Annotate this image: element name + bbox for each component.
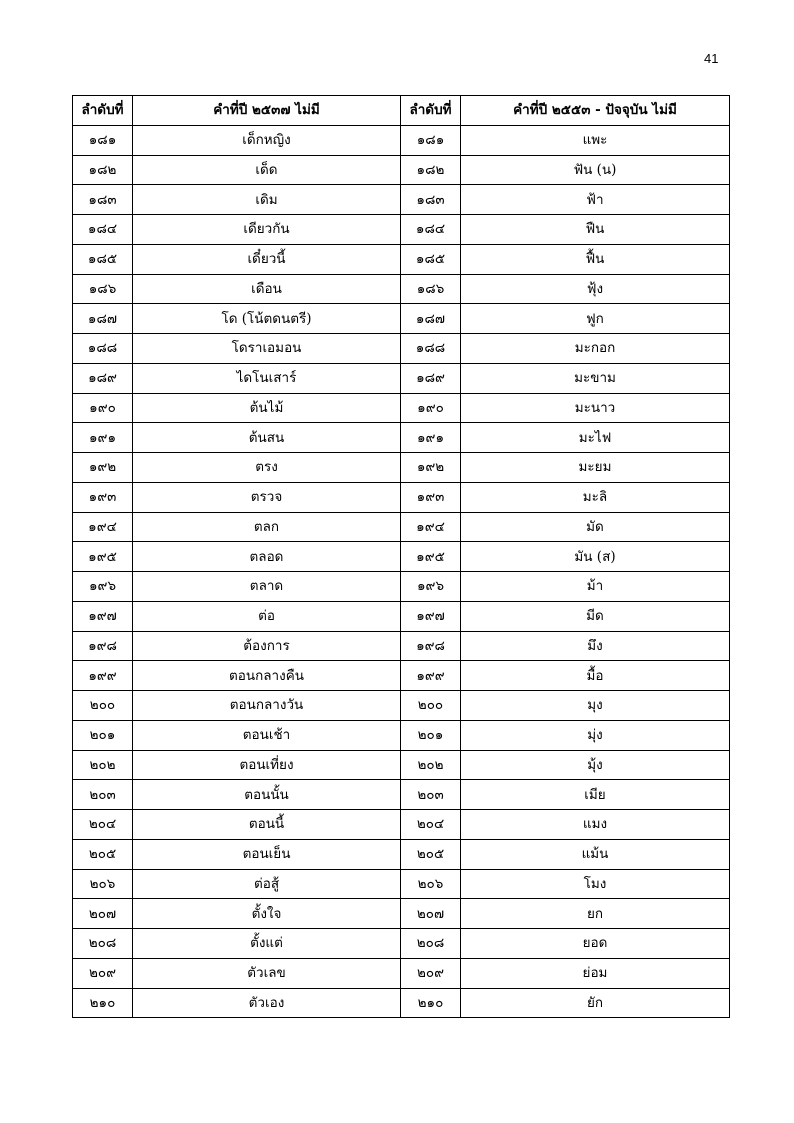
order-2537-cell: ๒๐๙ [73,958,133,988]
word-2553-cell: โมง [461,869,730,899]
table-row [73,453,730,483]
order-2537-cell: ๒๑๐ [73,988,133,1018]
table-row [73,423,730,453]
order-2537-cell: ๑๘๑ [73,125,133,155]
word-2553-cell: มะขาม [461,363,730,393]
word-2537-cell: ตลาด [133,572,401,602]
word-2537-cell: โดราเอมอน [133,334,401,364]
word-2553-cell: แมง [461,810,730,840]
order-2537-cell: ๒๐๖ [73,869,133,899]
table-row [73,988,730,1018]
order-2537-cell: ๑๙๙ [73,661,133,691]
table-row [73,810,730,840]
word-2553-cell: มะกอก [461,334,730,364]
order-2553-cell: ๒๑๐ [401,988,461,1018]
word-2553-cell: มุ่ง [461,720,730,750]
order-2553-cell: ๒๐๔ [401,810,461,840]
word-2553-cell: เมีย [461,780,730,810]
order-2537-cell: ๑๘๓ [73,185,133,215]
order-2537-cell: ๒๐๓ [73,780,133,810]
word-2553-cell: ฟืน [461,215,730,245]
table-row [73,512,730,542]
page-number: 41 [704,51,719,66]
word-2537-cell: ไดโนเสาร์ [133,363,401,393]
word-2537-cell: ตอนเช้า [133,720,401,750]
word-2553-cell: มึง [461,631,730,661]
order-2553-cell: ๑๘๘ [401,334,461,364]
word-2553-cell: แม้น [461,839,730,869]
word-2537-cell: ต่อสู้ [133,869,401,899]
word-2537-cell: ตอนกลางคืน [133,661,401,691]
order-2553-cell: ๑๘๔ [401,215,461,245]
table-row [73,869,730,899]
table-row [73,929,730,959]
table-row [73,542,730,572]
order-2537-cell: ๑๙๓ [73,482,133,512]
table-row [73,601,730,631]
word-2553-cell: ฟัน (น) [461,155,730,185]
word-2553-cell: ยอด [461,929,730,959]
order-2553-cell: ๒๐๑ [401,720,461,750]
header-words-2537: คำที่ปี ๒๕๓๗ ไม่มี [133,96,401,126]
order-2553-cell: ๒๐๘ [401,929,461,959]
word-2537-cell: ตลอด [133,542,401,572]
order-2537-cell: ๒๐๘ [73,929,133,959]
table-row [73,691,730,721]
table-row [73,393,730,423]
table-row [73,363,730,393]
order-2553-cell: ๒๐๒ [401,750,461,780]
word-2537-cell: ตัวเอง [133,988,401,1018]
word-2553-cell: ยัก [461,988,730,1018]
order-2537-cell: ๑๘๖ [73,274,133,304]
word-2553-cell: มุง [461,691,730,721]
table-row [73,274,730,304]
order-2537-cell: ๒๐๕ [73,839,133,869]
word-2553-cell: มุ้ง [461,750,730,780]
order-2537-cell: ๑๙๐ [73,393,133,423]
word-comparison-table [72,95,730,1018]
order-2537-cell: ๑๘๗ [73,304,133,334]
order-2553-cell: ๑๙๕ [401,542,461,572]
table-row [73,631,730,661]
order-2553-cell: ๑๘๗ [401,304,461,334]
order-2553-cell: ๑๙๔ [401,512,461,542]
word-2553-cell: ฟุ้ง [461,274,730,304]
table-row [73,958,730,988]
word-2553-cell: มะนาว [461,393,730,423]
word-2553-cell: มัน (ส) [461,542,730,572]
table-row [73,155,730,185]
word-2537-cell: ตลก [133,512,401,542]
word-2537-cell: ตรง [133,453,401,483]
order-2537-cell: ๑๘๙ [73,363,133,393]
order-2537-cell: ๑๙๗ [73,601,133,631]
word-2537-cell: ต้นไม้ [133,393,401,423]
word-2553-cell: แพะ [461,125,730,155]
order-2537-cell: ๑๙๖ [73,572,133,602]
table-row [73,244,730,274]
word-2553-cell: ฟื้น [461,244,730,274]
order-2537-cell: ๑๙๘ [73,631,133,661]
order-2553-cell: ๒๐๐ [401,691,461,721]
table-row [73,334,730,364]
word-2537-cell: ต้องการ [133,631,401,661]
table-row [73,899,730,929]
order-2553-cell: ๒๐๙ [401,958,461,988]
word-2553-cell: มะยม [461,453,730,483]
table-header-row [73,96,730,126]
word-2537-cell: โด (โน้ตดนตรี) [133,304,401,334]
word-2537-cell: เด็ด [133,155,401,185]
table-row [73,839,730,869]
order-2553-cell: ๒๐๕ [401,839,461,869]
table-row [73,750,730,780]
word-2537-cell: ตอนเย็น [133,839,401,869]
table-row [73,572,730,602]
order-2537-cell: ๑๙๒ [73,453,133,483]
order-2537-cell: ๑๙๔ [73,512,133,542]
word-2553-cell: ม้า [461,572,730,602]
order-2553-cell: ๑๘๓ [401,185,461,215]
word-2537-cell: ตอนนี้ [133,810,401,840]
order-2553-cell: ๑๙๖ [401,572,461,602]
word-2553-cell: ฟ้า [461,185,730,215]
order-2537-cell: ๒๐๒ [73,750,133,780]
order-2537-cell: ๒๐๐ [73,691,133,721]
order-2553-cell: ๑๘๕ [401,244,461,274]
word-2553-cell: มะลิ [461,482,730,512]
word-2553-cell: ยก [461,899,730,929]
order-2553-cell: ๑๘๑ [401,125,461,155]
word-2537-cell: ตอนนั้น [133,780,401,810]
header-order-1: ลำดับที่ [73,96,133,126]
order-2553-cell: ๑๘๒ [401,155,461,185]
word-2537-cell: ตอนเที่ยง [133,750,401,780]
word-2537-cell: ตรวจ [133,482,401,512]
table-row [73,215,730,245]
table-row [73,185,730,215]
word-2537-cell: ตั้งแต่ [133,929,401,959]
header-words-2553: คำที่ปี ๒๕๕๓ - ปัจจุบัน ไม่มี [461,96,730,126]
order-2553-cell: ๑๘๙ [401,363,461,393]
word-2537-cell: ตัวเลข [133,958,401,988]
order-2537-cell: ๒๐๗ [73,899,133,929]
table-row [73,482,730,512]
order-2553-cell: ๑๙๐ [401,393,461,423]
header-order-2: ลำดับที่ [401,96,461,126]
table-row [73,661,730,691]
order-2553-cell: ๒๐๗ [401,899,461,929]
order-2553-cell: ๑๙๓ [401,482,461,512]
word-2537-cell: ต่อ [133,601,401,631]
order-2537-cell: ๑๙๕ [73,542,133,572]
word-2537-cell: เดี๋ยวนี้ [133,244,401,274]
order-2537-cell: ๒๐๔ [73,810,133,840]
order-2537-cell: ๑๙๑ [73,423,133,453]
word-2553-cell: มัด [461,512,730,542]
order-2553-cell: ๑๙๑ [401,423,461,453]
table-row [73,304,730,334]
order-2553-cell: ๑๙๒ [401,453,461,483]
table-row [73,720,730,750]
table-row [73,780,730,810]
order-2537-cell: ๒๐๑ [73,720,133,750]
order-2553-cell: ๒๐๓ [401,780,461,810]
table-row [73,125,730,155]
word-2553-cell: ย่อม [461,958,730,988]
word-2537-cell: ต้นสน [133,423,401,453]
order-2537-cell: ๑๘๒ [73,155,133,185]
word-2553-cell: ฟูก [461,304,730,334]
word-2553-cell: มื้อ [461,661,730,691]
order-2537-cell: ๑๘๘ [73,334,133,364]
order-2537-cell: ๑๘๕ [73,244,133,274]
order-2553-cell: ๑๙๙ [401,661,461,691]
word-2537-cell: ตั้งใจ [133,899,401,929]
order-2553-cell: ๑๙๘ [401,631,461,661]
word-2537-cell: เดิม [133,185,401,215]
word-2537-cell: ตอนกลางวัน [133,691,401,721]
order-2537-cell: ๑๘๔ [73,215,133,245]
word-2537-cell: เดือน [133,274,401,304]
table-body [73,125,730,1018]
word-2537-cell: เด็กหญิง [133,125,401,155]
order-2553-cell: ๑๘๖ [401,274,461,304]
word-2553-cell: มะไฟ [461,423,730,453]
order-2553-cell: ๒๐๖ [401,869,461,899]
word-2553-cell: มีด [461,601,730,631]
order-2553-cell: ๑๙๗ [401,601,461,631]
word-2537-cell: เดียวกัน [133,215,401,245]
